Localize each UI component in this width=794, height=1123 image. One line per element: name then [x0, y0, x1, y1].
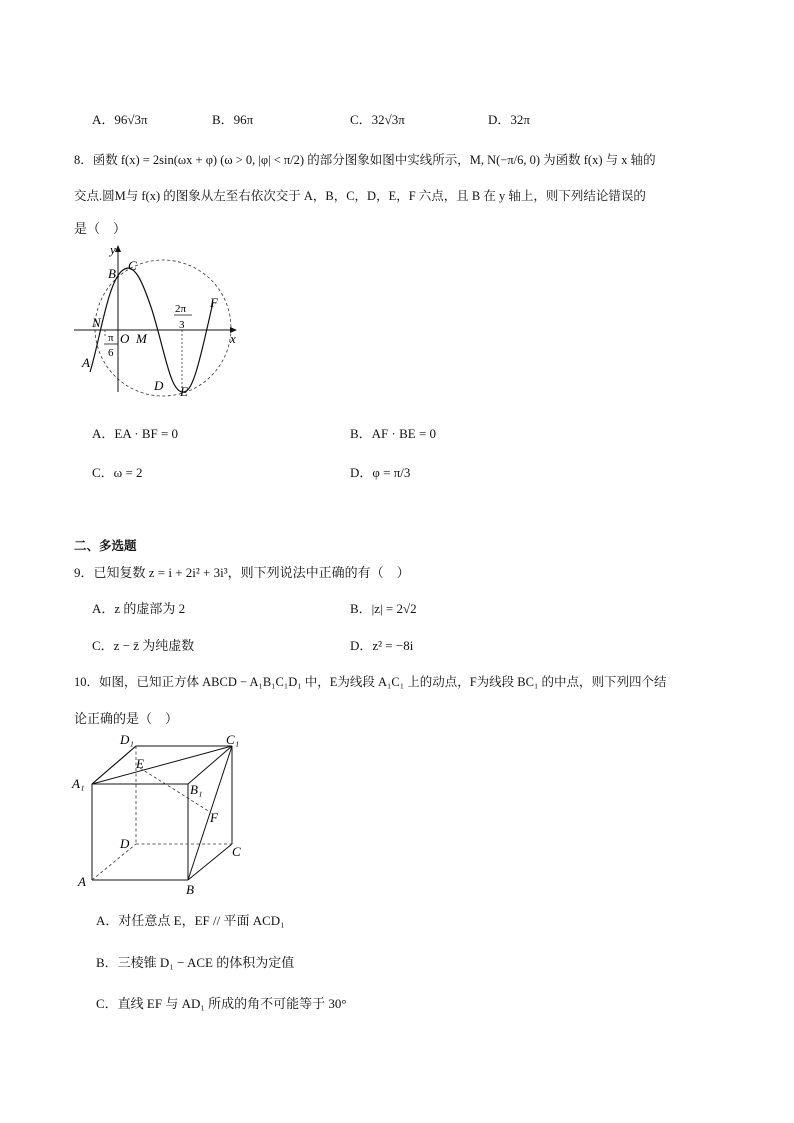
q7-option-c: C．32√3π — [350, 112, 405, 127]
q8-label-2pi3-den: 3 — [179, 319, 185, 331]
q8-label-x: x — [230, 331, 236, 346]
q10-stem-line2: 论正确的是（ ） — [74, 712, 179, 727]
q8-label-f: F — [210, 295, 218, 310]
q8-sine-figure — [70, 240, 250, 400]
q8-label-pi6-num: π — [108, 332, 114, 344]
q10-label-b: B — [186, 882, 194, 897]
q10-label-f: F — [210, 810, 218, 825]
q10-label-e: E — [136, 756, 144, 771]
q7-option-d: D．32π — [488, 112, 530, 127]
q7-option-a: A．96√3π — [92, 112, 148, 127]
q8-stem-line1: 8．函数 f(x) = 2sin(ωx + φ) (ω > 0, |φ| < π/2) 的部分图象如图中实线所示，M, N(−π/6, 0) 为函数 f(x) 与 x 轴的 — [74, 153, 656, 167]
q10-label-b1: B₁ — [190, 782, 203, 797]
q8-label-m: M — [136, 331, 147, 346]
q9-option-a: A．z 的虚部为 2 — [92, 601, 186, 616]
q8-label-o: O — [120, 331, 130, 346]
q9-stem: 9．已知复数 z = i + 2i² + 3i³，则下列说法中正确的有（ ） — [74, 565, 410, 580]
q8-label-2pi3-num: 2π — [175, 303, 187, 315]
q10-hidden-ad — [92, 844, 136, 880]
q8-label-y: y — [110, 242, 116, 257]
q10-option-c: C．直线 EF 与 AD₁ 所成的角不可能等于 30° — [96, 996, 347, 1011]
q8-option-a: A．EA · BF = 0 — [92, 426, 179, 441]
q8-option-d: D．φ = π/3 — [350, 465, 411, 480]
q8-label-n: N — [92, 315, 101, 330]
q8-label-d: D — [154, 378, 164, 393]
q10-label-c: C — [232, 844, 241, 859]
q8-stem-line3: 是（ ） — [74, 222, 127, 237]
q10-label-a: A — [78, 874, 86, 889]
q7-option-b: B．96π — [212, 112, 254, 127]
q9-option-b: B．|z| = 2√2 — [350, 601, 417, 616]
q10-stem-line1: 10．如图，已知正方体 ABCD − A₁B₁C₁D₁ 中，E为线段 A₁C₁ 上的动点，F为线段 BC₁ 的中点，则下列四个结 — [74, 675, 667, 689]
q8-label-pi6-den: 6 — [108, 347, 114, 359]
q10-option-a: A．对任意点 E，EF // 平面 ACD₁ — [96, 913, 285, 928]
q10-label-d1: D₁ — [120, 732, 134, 747]
q8-y-arrow-icon — [115, 245, 121, 252]
q10-label-d: D — [120, 836, 130, 851]
q8-stem-line2: 交点.圆M与 f(x) 的图象从左至右依次交于 A，B，C，D，E，F 六点，且 B 在 y 轴上，则下列结论错误的 — [74, 189, 646, 203]
q8-label-b: B — [108, 266, 116, 281]
q8-label-e: E — [180, 384, 188, 399]
q9-option-c: C．z − z̄ 为纯虚数 — [92, 638, 195, 653]
q8-label-c: C — [128, 258, 137, 273]
q8-option-c: C．ω = 2 — [92, 465, 143, 480]
q10-edge-bc — [188, 844, 232, 880]
q10-label-a1: A₁ — [72, 776, 85, 791]
q10-label-c1: C₁ — [226, 732, 240, 747]
q10-segment-a1c1 — [92, 746, 232, 784]
section-heading: 二、多选题 — [74, 538, 137, 553]
q8-option-b: B．AF · BE = 0 — [350, 426, 437, 441]
q10-cube-figure — [70, 730, 260, 898]
q9-option-d: D．z² = −8i — [350, 638, 414, 653]
q10-option-b: B．三棱锥 D₁ − ACE 的体积为定值 — [96, 955, 295, 970]
q8-label-a: A — [82, 355, 90, 370]
